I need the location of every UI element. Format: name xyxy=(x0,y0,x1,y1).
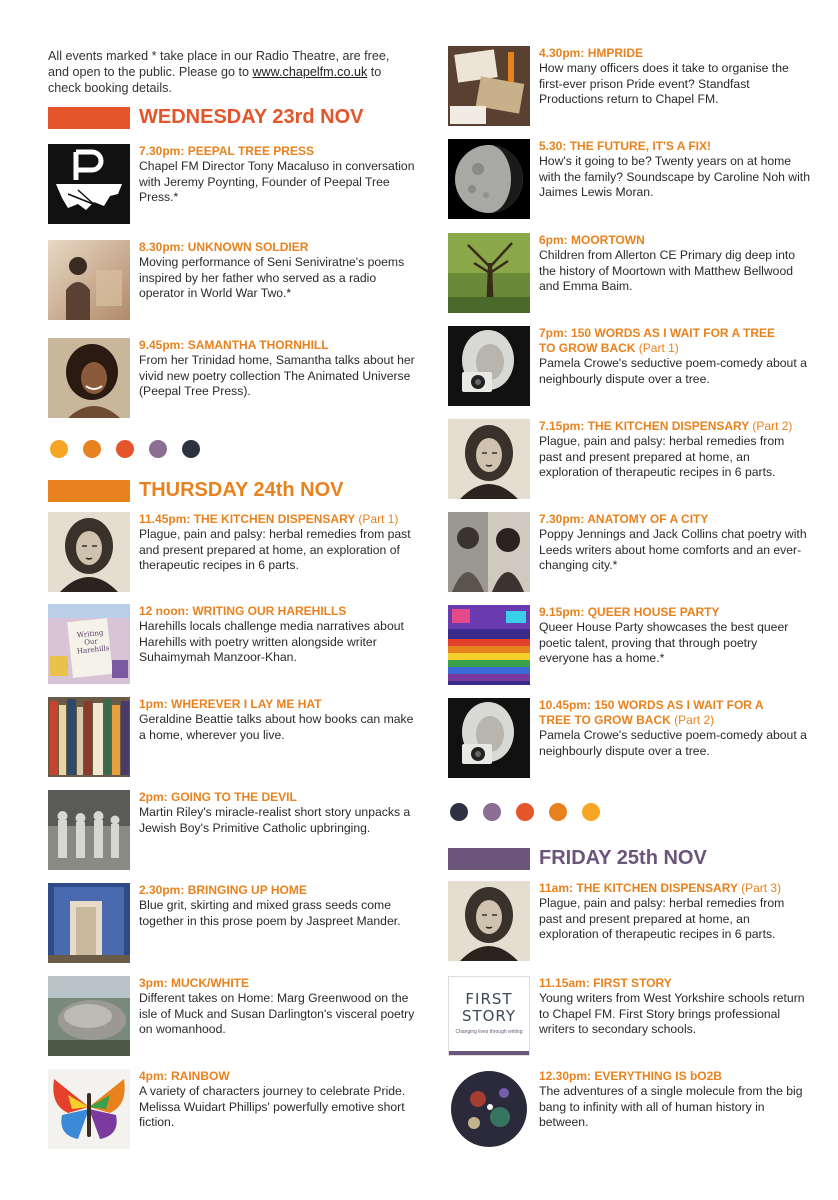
event-title: 7.15pm: THE KITCHEN DISPENSARY (Part 2) xyxy=(539,419,793,433)
event-rainbow[interactable] xyxy=(48,1069,418,1151)
event-description: Pamela Crowe's seductive poem-comedy about a neighbourly dispute over a tree. xyxy=(539,356,807,386)
event-title: 7.30pm: ANATOMY OF A CITY xyxy=(539,512,709,526)
event-title: 12.30pm: EVERYTHING IS bO2B xyxy=(539,1069,722,1083)
event-title: 4pm: RAINBOW xyxy=(139,1069,230,1083)
event-description: Plague, pain and palsy: herbal remedies from past and present prepared at home, an exploration of therapeutic recipes in 6 parts. xyxy=(539,434,785,480)
event-description: Different takes on Home: Marg Greenwood on the isle of Muck and Susan Darlington's visceral poetry on womanhood. xyxy=(139,991,415,1037)
event-description: A variety of characters journey to celebrate Pride. Melissa Wuidart Phillips' powerfully emotive short fiction. xyxy=(139,1084,406,1130)
event-title: 1pm: WHEREVER I LAY ME HAT xyxy=(139,697,322,711)
event-title: 2.30pm: BRINGING UP HOME xyxy=(139,883,307,897)
rainbow-party-image xyxy=(448,605,530,685)
decorative-dots xyxy=(448,803,618,823)
day-title: WEDNESDAY 23rd NOV xyxy=(139,106,364,128)
event-title: 5.30: THE FUTURE, IT'S A FIX! xyxy=(539,139,711,153)
event-first-story[interactable] xyxy=(448,976,810,1058)
dot xyxy=(450,803,468,821)
day-color-bar xyxy=(48,107,130,129)
event-150-words-part-1[interactable] xyxy=(448,326,810,408)
dot xyxy=(582,803,600,821)
day-color-bar xyxy=(48,480,130,502)
peepal-tree-logo-image xyxy=(48,144,130,224)
event-wherever-i-lay-me-hat[interactable] xyxy=(48,697,418,779)
tree-photo-image xyxy=(448,233,530,313)
portrait-photo-image xyxy=(48,338,130,418)
books-photo-image xyxy=(48,697,130,777)
event-title: 2pm: GOING TO THE DEVIL xyxy=(139,790,297,804)
event-description: Chapel FM Director Tony Macaluso in conversation with Jeremy Poynting, Founder of Peepal Tree Press.* xyxy=(139,159,415,205)
duo-photo-image xyxy=(448,512,530,592)
event-hmpride[interactable] xyxy=(448,46,810,128)
camera-portrait-image xyxy=(448,698,530,778)
event-title: 11.45pm: THE KITCHEN DISPENSARY (Part 1) xyxy=(139,512,399,526)
day-heading-wednesday xyxy=(48,104,418,130)
dot xyxy=(116,440,134,458)
event-description: Children from Allerton CE Primary dig deep into the history of Moortown with Matthew Bellwood and Emma Baim. xyxy=(539,248,796,294)
engraving-portrait-image xyxy=(448,419,530,499)
event-title: 6pm: MOORTOWN xyxy=(539,233,645,247)
event-title: 9.45pm: SAMANTHA THORNHILL xyxy=(139,338,329,352)
dot xyxy=(483,803,501,821)
galaxy-image xyxy=(448,1069,530,1149)
dot xyxy=(83,440,101,458)
event-title: 8.30pm: UNKNOWN SOLDIER xyxy=(139,240,309,254)
event-description: Poppy Jennings and Jack Collins chat poetry with Leeds writers about home comforts and an ever-changing city.* xyxy=(539,527,807,573)
event-description: How many officers does it take to organise the first-ever prison Pride event? Standfast Productions return to Chapel FM. xyxy=(539,61,789,107)
event-description: Blue grit, skirting and mixed grass seeds come together in this prose poem by Jaspreet Mander. xyxy=(139,898,401,928)
desk-photo-image xyxy=(448,46,530,126)
event-description: Moving performance of Seni Seniviratne's poems inspired by her father who served as a radio operator in World War Two.* xyxy=(139,255,405,301)
intro-text xyxy=(48,48,413,96)
dot xyxy=(149,440,167,458)
event-unknown-soldier[interactable] xyxy=(48,240,418,322)
event-title: 7pm: 150 WORDS AS I WAIT FOR A TREE TO GROW BACK (Part 1) xyxy=(539,326,776,355)
event-title: 11.15am: FIRST STORY xyxy=(539,976,672,990)
event-title: 12 noon: WRITING OUR HAREHILLS xyxy=(139,604,347,618)
engraving-portrait-image xyxy=(448,881,530,961)
event-title: 7.30pm: PEEPAL TREE PRESS xyxy=(139,144,314,158)
day-title: FRIDAY 25th NOV xyxy=(539,847,707,869)
event-muck-white[interactable] xyxy=(48,976,418,1058)
event-queer-house-party[interactable] xyxy=(448,605,810,687)
engraving-portrait-image xyxy=(48,512,130,592)
intro-text-start: All events marked * take place in our Radio Theatre, are free, and open to the public. Please go to xyxy=(48,49,390,79)
camera-portrait-image xyxy=(448,326,530,406)
dot xyxy=(50,440,68,458)
event-description: Plague, pain and palsy: herbal remedies from past and present prepared at home, an exploration of therapeutic recipes in 6 parts. xyxy=(139,527,411,573)
event-going-to-the-devil[interactable] xyxy=(48,790,418,872)
logo-tagline: Changing lives through writing xyxy=(455,1029,523,1035)
event-description: Plague, pain and palsy: herbal remedies from past and present prepared at home, an exploration of therapeutic recipes in 6 parts. xyxy=(539,896,785,942)
event-kitchen-dispensary-part-2[interactable] xyxy=(448,419,810,501)
event-anatomy-of-a-city[interactable] xyxy=(448,512,810,594)
first-story-logo-image xyxy=(448,976,530,1056)
vintage-photo-image xyxy=(48,790,130,870)
event-description: Geraldine Beattie talks about how books can make a home, wherever you live. xyxy=(139,712,414,742)
event-samantha-thornhill[interactable] xyxy=(48,338,418,420)
event-description: Martin Riley's miracle-realist short story unpacks a Jewish Boy's Primitive Catholic upbringing. xyxy=(139,805,411,835)
rock-photo-image xyxy=(48,976,130,1056)
event-description: Young writers from West Yorkshire schools return to Chapel FM. First Story brings professional writers to secondary schools. xyxy=(539,991,805,1037)
event-moortown[interactable] xyxy=(448,233,810,315)
event-everything-is-bo2b[interactable] xyxy=(448,1069,810,1151)
decorative-dots xyxy=(48,440,218,460)
event-title: 4.30pm: HMPRIDE xyxy=(539,46,644,60)
logo-text-story: STORY xyxy=(461,1007,517,1025)
event-description: Queer House Party showcases the best queer poetic talent, proving that through poetry everyone has a home.* xyxy=(539,620,789,666)
performer-photo-image xyxy=(48,240,130,320)
day-heading-friday xyxy=(448,845,810,871)
day-color-bar xyxy=(448,848,530,870)
logo-text-first: FIRST xyxy=(465,990,513,1008)
event-title: 3pm: MUCK/WHITE xyxy=(139,976,250,990)
poster-photo-image xyxy=(48,604,130,684)
intro-text-end: to check booking details. xyxy=(48,65,382,95)
event-description: How's it going to be? Twenty years on at home with the family? Soundscape by Caroline Noh with Jaimes Lewis Moran. xyxy=(539,154,810,200)
event-description: Harehills locals challenge media narratives about Harehills with poetry written alongside writer Suhaimymah Manzoor-Khan. xyxy=(139,619,404,665)
event-kitchen-dispensary-part-1[interactable] xyxy=(48,512,418,594)
event-peepal-tree-press[interactable] xyxy=(48,144,418,226)
event-150-words-part-2[interactable] xyxy=(448,698,810,780)
day-heading-thursday xyxy=(48,477,418,503)
event-writing-our-harehills[interactable] xyxy=(48,604,418,686)
event-title: 9.15pm: QUEER HOUSE PARTY xyxy=(539,605,720,619)
event-description: The adventures of a single molecule from the big bang to infinity with all of human history in between. xyxy=(539,1084,803,1130)
event-bringing-up-home[interactable] xyxy=(48,883,418,965)
event-kitchen-dispensary-part-3[interactable] xyxy=(448,881,810,963)
butterfly-image xyxy=(48,1069,130,1149)
doorway-photo-image xyxy=(48,883,130,963)
event-title: 11am: THE KITCHEN DISPENSARY (Part 3) xyxy=(539,881,782,895)
event-description: From her Trinidad home, Samantha talks about her vivid new poetry collection The Animated Universe (Peepal Tree Press). xyxy=(139,353,415,399)
event-description: Pamela Crowe's seductive poem-comedy about a neighbourly dispute over a tree. xyxy=(539,728,807,758)
day-title: THURSDAY 24th NOV xyxy=(139,479,344,501)
dot xyxy=(182,440,200,458)
moon-photo-image xyxy=(448,139,530,219)
poster-text: Writing Our Harehills xyxy=(76,628,110,656)
dot xyxy=(549,803,567,821)
logo-bar xyxy=(449,1051,529,1055)
website-link[interactable]: www.chapelfm.co.uk xyxy=(252,65,368,79)
event-the-future-its-a-fix[interactable] xyxy=(448,139,810,221)
dot xyxy=(516,803,534,821)
event-title: 10.45pm: 150 WORDS AS I WAIT FOR A TREE TO GROW BACK (Part 2) xyxy=(539,698,764,727)
